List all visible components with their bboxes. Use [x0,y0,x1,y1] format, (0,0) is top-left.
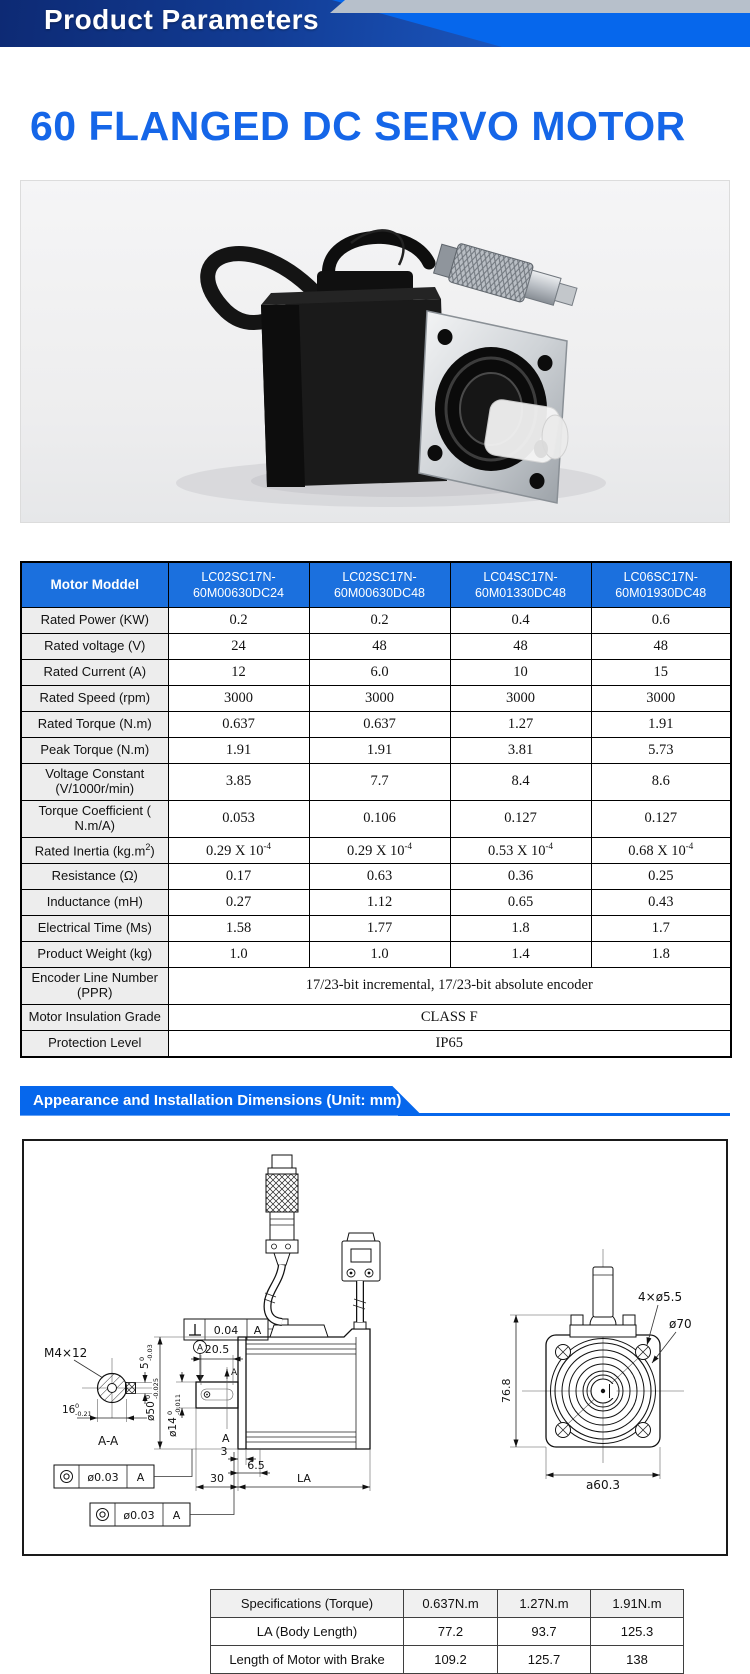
table-row [21,764,731,801]
spec-value: 1.91 [168,738,309,764]
row-label: Electrical Time (Ms) [21,915,168,941]
table-row [21,915,731,941]
svg-text:0: 0 [144,1394,152,1399]
fcf-concentricity-1 [54,1449,192,1488]
section-label: A [231,1367,238,1378]
spec-value: 0.29 X $10^{-4}$ [168,837,309,863]
db-connector [342,1233,380,1322]
spec-value: 0.25 [591,863,731,889]
dim-label: 30 [210,1471,224,1485]
section-view-aa [44,1344,234,1526]
dim-label [62,1402,92,1418]
model-header: LC02SC17N- 60M00630DC24 [168,562,309,608]
svg-text:A: A [136,1470,145,1484]
table-row [21,800,731,837]
table-row [21,660,731,686]
spec-value: 0.637 [309,712,450,738]
section-label: A [222,1431,230,1445]
fcf-concentricity-2 [90,1452,234,1526]
aviation-connector [264,1155,298,1322]
length-value: 77.2 [404,1617,498,1645]
dim-label: ø70 [669,1316,692,1331]
dimension-drawing [22,1139,728,1556]
spec-table [20,561,732,1058]
spec-value: 1.8 [450,915,591,941]
banner-gray-stripe [330,0,750,13]
spec-value: 0.36 [450,863,591,889]
length-table [210,1589,684,1674]
length-value: 138 [591,1645,684,1673]
dim-label [500,1378,513,1403]
row-label: Resistance (Ω) [21,863,168,889]
row-label: Rated Speed (rpm) [21,686,168,712]
spec-value: 24 [168,634,309,660]
spec-value: 0.053 [168,800,309,837]
spec-value: 48 [450,634,591,660]
row-label: Inductance (mH) [21,889,168,915]
table-row [21,941,731,967]
dim-label: 4×ø5.5 [638,1289,683,1304]
spec-value: 48 [309,634,450,660]
model-header: LC02SC17N- 60M00630DC48 [309,562,450,608]
page-title: 60 FLANGED DC SERVO MOTOR [30,103,686,149]
spec-value: 1.4 [450,941,591,967]
page-header-title: Product Parameters [44,4,320,35]
svg-text:-0.03: -0.03 [146,1343,154,1361]
row-label: Torque Coefficient ( N.m/A) [21,800,168,837]
top-banner [0,0,750,47]
spec-value: 1.12 [309,889,450,915]
spec-value: 0.65 [450,889,591,915]
spec-header-label: Motor Moddel [21,562,168,608]
table-row [21,686,731,712]
spec-value: 48 [591,634,731,660]
front-view [500,1249,692,1492]
spec-value: 1.58 [168,915,309,941]
svg-text:0: 0 [138,1356,146,1361]
dim-label: LA [297,1471,311,1485]
table-row [211,1645,684,1673]
dimension-drawing-svg [24,1141,726,1554]
row-label: Rated Current (A) [21,660,168,686]
product-photo [20,180,730,523]
dim-label [166,1394,182,1437]
dim-label: 3 [220,1444,228,1458]
spec-value: 7.7 [309,764,450,801]
spec-value: 0.106 [309,800,450,837]
spec-value: 0.43 [591,889,731,915]
svg-text:-0.025: -0.025 [152,1377,160,1399]
section-ribbon-line [398,1113,730,1116]
table-row [21,889,731,915]
spec-value: 3000 [591,686,731,712]
section-title: Appearance and Installation Dimensions (Unit: mm) [33,1091,402,1109]
table-row [21,712,731,738]
motor-body [261,271,447,487]
spec-value: 0.637 [168,712,309,738]
dim-label: M4×12 [44,1345,88,1360]
table-row [211,1617,684,1645]
spec-value: 0.2 [168,608,309,634]
svg-text:A: A [253,1323,262,1337]
row-label: Encoder Line Number (PPR) [21,967,168,1004]
spec-value: 0.27 [168,889,309,915]
spec-value: 0.127 [450,800,591,837]
spec-value: 8.6 [591,764,731,801]
svg-text:A: A [172,1508,181,1522]
spec-value: 0.29 X $10^{-4}$ [309,837,450,863]
length-value: 125.3 [591,1617,684,1645]
svg-text:5: 5 [139,1361,151,1369]
svg-text:ø0.03: ø0.03 [123,1508,155,1522]
spec-value: 1.0 [309,941,450,967]
length-table-header [211,1589,684,1617]
spec-value: 3000 [450,686,591,712]
spec-value: 0.53 X $10^{-4}$ [450,837,591,863]
svg-text:ø14: ø14 [167,1416,179,1437]
svg-text:ø50: ø50 [145,1400,157,1421]
svg-text:16: 16 [62,1403,76,1416]
dim-label: a60.3 [585,1477,621,1492]
spec-value: 1.7 [591,915,731,941]
dim-label [144,1378,160,1421]
spec-value: 0.6 [591,608,731,634]
dim-label: 20.5 [204,1342,230,1356]
spec-value: 5.73 [591,738,731,764]
row-label: Product Weight (kg) [21,941,168,967]
side-view [144,1155,380,1491]
length-header-col: 1.27N.m [498,1589,591,1617]
length-header-col: 0.637N.m [404,1589,498,1617]
spec-span-value: CLASS F [168,1004,731,1030]
length-value: 125.7 [498,1645,591,1673]
length-value: 93.7 [498,1617,591,1645]
length-header-col: 1.91N.m [591,1589,684,1617]
spec-value: 0.63 [309,863,450,889]
table-row [21,967,731,1004]
row-label: Rated voltage (V) [21,634,168,660]
spec-value: 3000 [168,686,309,712]
dim-label: 6.5 [247,1458,265,1472]
spec-value: 0.4 [450,608,591,634]
row-label: Voltage Constant (V/1000r/min) [21,764,168,801]
row-label: Rated Inertia $(kg.m^2)$ [21,837,168,863]
section-label: A-A [98,1433,119,1448]
table-row [21,738,731,764]
model-header: LC06SC17N- 60M01930DC48 [591,562,731,608]
svg-text:0: 0 [166,1410,174,1415]
length-value: 109.2 [404,1645,498,1673]
svg-text:-0.21: -0.21 [75,1409,92,1418]
svg-text:ø0.03: ø0.03 [87,1470,119,1484]
table-row [21,863,731,889]
row-label: Protection Level [21,1030,168,1057]
svg-text:0: 0 [75,1401,80,1410]
spec-value: 8.4 [450,764,591,801]
spec-value: 12 [168,660,309,686]
dim-label [138,1344,154,1369]
row-label: LA (Body Length) [211,1617,404,1645]
spec-value: 1.0 [168,941,309,967]
svg-text:0.04: 0.04 [213,1323,239,1337]
spec-value: 0.68 X $10^{-4}$ [591,837,731,863]
spec-header-row [21,562,731,608]
spec-value: 15 [591,660,731,686]
table-row [21,1030,731,1057]
spec-value: 0.2 [309,608,450,634]
spec-value: 10 [450,660,591,686]
spec-value: 1.77 [309,915,450,941]
spec-value: 0.127 [591,800,731,837]
row-label: Motor Insulation Grade [21,1004,168,1030]
spec-value: 1.91 [591,712,731,738]
row-label: Peak Torque (N.m) [21,738,168,764]
spec-value: 0.17 [168,863,309,889]
spec-value: 3000 [309,686,450,712]
row-label: Rated Torque (N.m) [21,712,168,738]
spec-value: 3.85 [168,764,309,801]
spec-span-value: IP65 [168,1030,731,1057]
cable-gland [570,1267,636,1337]
table-row [21,608,731,634]
svg-text:-0.011: -0.011 [174,1393,182,1415]
svg-text:76.8: 76.8 [500,1378,513,1403]
product-photo-illustration [21,181,729,522]
model-header: LC04SC17N- 60M01330DC48 [450,562,591,608]
spec-value: 3.81 [450,738,591,764]
spec-value: 1.91 [309,738,450,764]
svg-text:A: A [196,1343,204,1354]
spec-value: 1.8 [591,941,731,967]
row-label: Rated Power (KW) [21,608,168,634]
spec-value: 6.0 [309,660,450,686]
table-row [21,1004,731,1030]
spec-span-value: 17/23-bit incremental, 17/23-bit absolute encoder [168,967,731,1004]
length-header-label: Specifications (Torque) [211,1589,404,1617]
table-row [21,634,731,660]
section-dimensions [0,1086,750,1116]
table-row [21,837,731,863]
spec-value: 1.27 [450,712,591,738]
row-label: Length of Motor with Brake [211,1645,404,1673]
